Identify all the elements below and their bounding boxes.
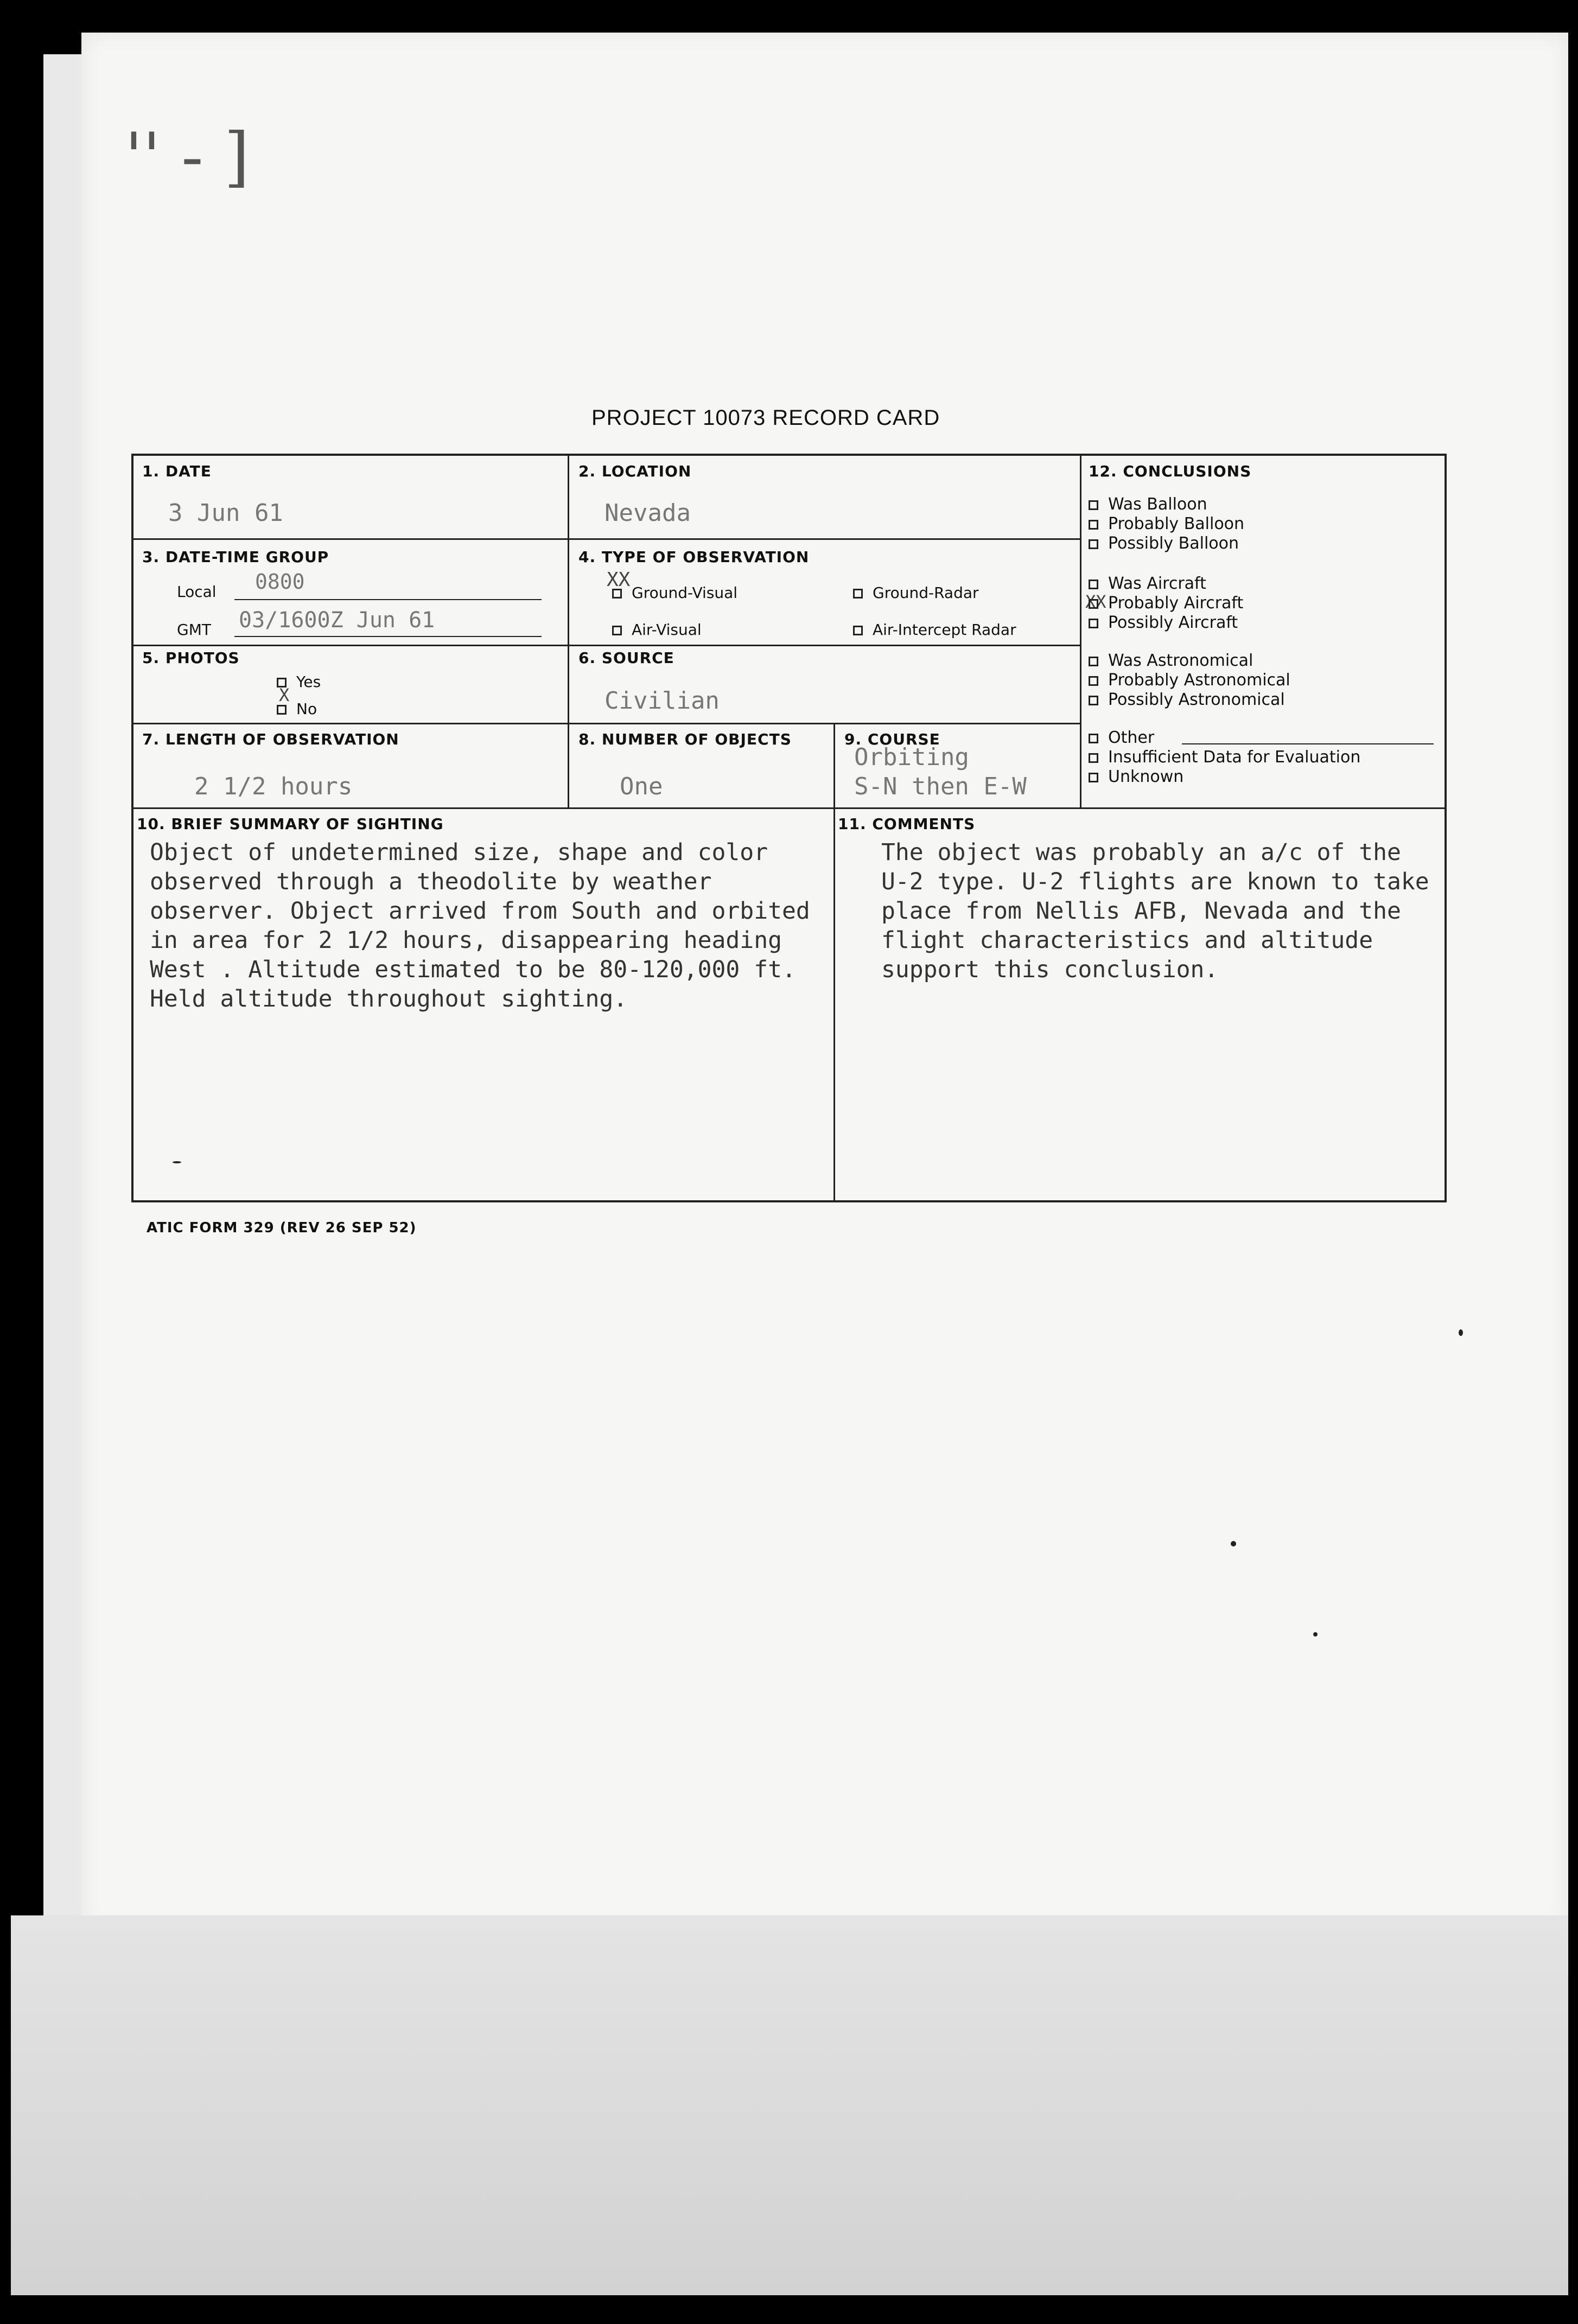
conclusion-probably-aircraft[interactable]: Probably Aircraft: [1089, 594, 1243, 613]
course-label: 9. COURSE: [844, 730, 940, 748]
course-line-2: S-N then E-W: [854, 773, 1027, 800]
other-line: [1182, 743, 1434, 744]
option-photos-no[interactable]: No: [277, 700, 317, 718]
conclusion-possibly-astronomical[interactable]: Possibly Astronomical: [1089, 690, 1285, 709]
number-of-objects-value: One: [620, 773, 663, 800]
checkbox-icon: [853, 589, 863, 598]
comment-line: The object was probably an a/c of the: [881, 839, 1401, 866]
option-ground-visual[interactable]: Ground-Visual: [612, 584, 737, 602]
gmt-label: GMT: [177, 621, 211, 639]
location-label: 2. LOCATION: [578, 462, 692, 480]
conclusion-probably-balloon[interactable]: Probably Balloon: [1089, 514, 1244, 533]
gmt-line: [234, 636, 542, 637]
date-value: 3 Jun 61: [168, 499, 283, 527]
summary-line: in area for 2 1/2 hours, disappearing heading: [150, 927, 782, 954]
option-photos-yes[interactable]: Yes: [277, 673, 321, 691]
checkbox-icon: [612, 589, 622, 598]
checkbox-icon: [277, 705, 287, 715]
row-divider-1: [131, 538, 1081, 540]
course-line-1: Orbiting: [854, 743, 969, 771]
row-divider-2: [131, 645, 1081, 646]
conclusion-was-aircraft[interactable]: Was Aircraft: [1089, 574, 1206, 593]
page-bottom-shadow: [11, 1915, 1568, 2295]
conclusion-was-balloon[interactable]: Was Balloon: [1089, 495, 1207, 514]
card-title: PROJECT 10073 RECORD CARD: [591, 406, 940, 430]
conclusion-probably-astronomical[interactable]: Probably Astronomical: [1089, 671, 1290, 690]
checkbox-icon: [1089, 580, 1098, 589]
probably-aircraft-check-mark: XX: [1085, 591, 1106, 612]
col-divider-b: [1080, 454, 1081, 807]
comments-label: 11. COMMENTS: [838, 815, 976, 833]
checkbox-icon: [853, 626, 863, 635]
dust-speck: [1231, 1541, 1236, 1546]
row-divider-3: [131, 723, 1081, 724]
checkbox-icon: [1089, 619, 1098, 628]
conclusion-possibly-balloon[interactable]: Possibly Balloon: [1089, 534, 1239, 553]
comment-line: flight characteristics and altitude: [881, 927, 1373, 954]
checkbox-icon: [1089, 520, 1098, 530]
date-label: 1. DATE: [142, 462, 212, 480]
summary-line: Object of undetermined size, shape and color: [150, 839, 768, 866]
conclusion-unknown[interactable]: Unknown: [1089, 767, 1184, 786]
length-of-observation-label: 7. LENGTH OF OBSERVATION: [142, 730, 399, 748]
row-divider-4: [131, 807, 1447, 809]
gmt-value: 03/1600Z Jun 61: [239, 608, 435, 633]
source-label: 6. SOURCE: [578, 649, 675, 667]
conclusion-was-astronomical[interactable]: Was Astronomical: [1089, 651, 1253, 670]
comment-line: U-2 type. U-2 flights are known to take: [881, 868, 1429, 895]
summary-line: Held altitude throughout sighting.: [150, 985, 628, 1013]
checkbox-icon: [1089, 753, 1098, 763]
summary-line: observer. Object arrived from South and orbited: [150, 897, 810, 925]
brief-summary-label: 10. BRIEF SUMMARY OF SIGHTING: [137, 815, 444, 833]
conclusion-insufficient-data[interactable]: Insufficient Data for Evaluation: [1089, 748, 1360, 767]
photos-no-check-mark: X: [279, 685, 290, 705]
comment-line: support this conclusion.: [881, 956, 1219, 983]
date-time-group-label: 3. DATE-TIME GROUP: [142, 548, 329, 566]
conclusion-possibly-aircraft[interactable]: Possibly Aircraft: [1089, 613, 1238, 632]
corner-mark: '' - ]: [125, 119, 250, 195]
conclusion-other[interactable]: Other: [1089, 728, 1154, 747]
source-value: Civilian: [605, 687, 720, 715]
location-value: Nevada: [605, 499, 691, 527]
option-air-visual[interactable]: Air-Visual: [612, 621, 702, 639]
checkbox-icon: [1089, 734, 1098, 743]
number-of-objects-label: 8. NUMBER OF OBJECTS: [578, 730, 792, 748]
option-air-intercept-radar[interactable]: Air-Intercept Radar: [853, 621, 1016, 639]
ground-visual-check-mark: XX: [607, 569, 631, 591]
option-ground-radar[interactable]: Ground-Radar: [853, 584, 979, 602]
checkbox-icon: [1089, 773, 1098, 782]
checkbox-icon: [1089, 696, 1098, 705]
dust-speck: [1459, 1329, 1463, 1336]
col-divider-c: [833, 723, 835, 1202]
local-time-value: 0800: [255, 570, 305, 594]
summary-line: observed through a theodolite by weather: [150, 868, 712, 895]
photos-label: 5. PHOTOS: [142, 649, 240, 667]
brief-summary-text: [150, 838, 810, 1014]
checkbox-icon: [612, 626, 622, 635]
checkbox-icon: [1089, 539, 1098, 549]
form-number: ATIC FORM 329 (REV 26 SEP 52): [147, 1220, 417, 1236]
dust-speck: [173, 1161, 181, 1163]
col-divider-a: [568, 454, 569, 807]
dust-speck: [1313, 1632, 1318, 1637]
length-of-observation-value: 2 1/2 hours: [194, 773, 353, 800]
comments-text: [881, 838, 1429, 984]
checkbox-icon: [1089, 599, 1098, 609]
local-time-label: Local: [177, 583, 217, 601]
comment-line: place from Nellis AFB, Nevada and the: [881, 897, 1401, 925]
checkbox-icon: [1089, 500, 1098, 510]
checkbox-icon: [1089, 676, 1098, 686]
conclusions-label: 12. CONCLUSIONS: [1089, 462, 1252, 480]
checkbox-icon: [1089, 657, 1098, 666]
summary-line: West . Altitude estimated to be 80-120,000 ft.: [150, 956, 796, 983]
type-of-observation-label: 4. TYPE OF OBSERVATION: [578, 548, 810, 566]
local-time-line: [234, 599, 542, 600]
